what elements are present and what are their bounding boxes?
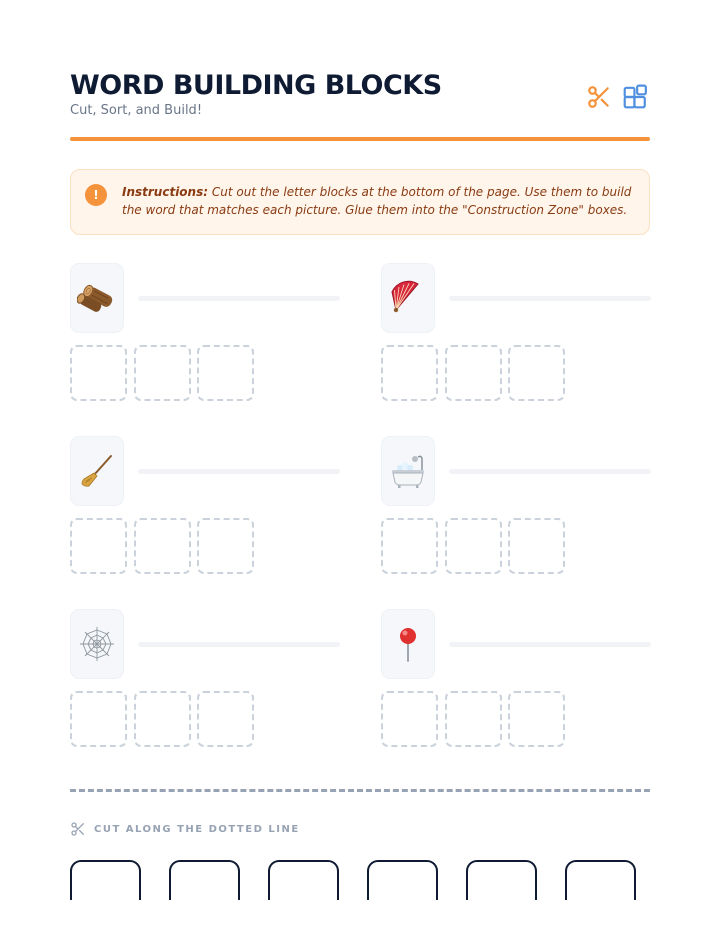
- cut-line: [70, 789, 650, 792]
- answer-line: [449, 642, 651, 647]
- word-card-log: [70, 263, 350, 403]
- alert-icon: !: [85, 184, 107, 206]
- letter-slot[interactable]: [197, 345, 254, 401]
- picture-frame: [70, 263, 124, 333]
- letter-slot[interactable]: [70, 518, 127, 574]
- letter-slot[interactable]: [445, 518, 502, 574]
- web-icon: [77, 624, 117, 664]
- pin-icon: [388, 624, 428, 664]
- letter-slot[interactable]: [381, 518, 438, 574]
- answer-line: [138, 642, 340, 647]
- word-card-pin: [381, 609, 661, 749]
- cut-instruction: [70, 820, 300, 838]
- header-rule: [70, 137, 650, 141]
- letter-tile[interactable]: [169, 860, 240, 900]
- instructions-box: [70, 169, 650, 235]
- picture-frame: [381, 609, 435, 679]
- letter-slot[interactable]: [381, 345, 438, 401]
- scissors-icon: [586, 84, 612, 110]
- letter-tile[interactable]: [466, 860, 537, 900]
- letter-slot[interactable]: [197, 691, 254, 747]
- header-icons: [586, 84, 650, 112]
- word-card-web: [70, 609, 350, 749]
- letter-tile[interactable]: [268, 860, 339, 900]
- letter-slot[interactable]: [508, 691, 565, 747]
- answer-line: [138, 469, 340, 474]
- letter-tile[interactable]: [367, 860, 438, 900]
- letter-slot[interactable]: [508, 518, 565, 574]
- instructions-label: Instructions:: [122, 185, 209, 199]
- tub-icon: [388, 451, 428, 491]
- instructions-body: Cut out the letter blocks at the bottom of the page. Use them to build the word that matches each picture. Glue them into the "Construction Zone" boxes.: [122, 185, 632, 217]
- letter-slot[interactable]: [445, 691, 502, 747]
- letter-slot[interactable]: [134, 691, 191, 747]
- letter-slot[interactable]: [508, 345, 565, 401]
- picture-frame: [381, 263, 435, 333]
- word-card-tub: [381, 436, 661, 576]
- broom-icon: [77, 451, 117, 491]
- letter-slot[interactable]: [197, 518, 254, 574]
- cut-label: CUT ALONG THE DOTTED LINE: [94, 823, 300, 835]
- letter-tile[interactable]: [70, 860, 141, 900]
- page-title: WORD BUILDING BLOCKS: [70, 70, 442, 101]
- letter-tile[interactable]: [565, 860, 636, 900]
- word-card-broom: [70, 436, 350, 576]
- instructions-text: [122, 183, 642, 219]
- letter-slot[interactable]: [70, 691, 127, 747]
- letter-slot[interactable]: [381, 691, 438, 747]
- answer-line: [138, 296, 340, 301]
- letter-slot[interactable]: [70, 345, 127, 401]
- scissors-icon: [70, 821, 86, 837]
- word-card-fan: [381, 263, 661, 403]
- picture-frame: [70, 436, 124, 506]
- picture-frame: [70, 609, 124, 679]
- letter-slot[interactable]: [445, 345, 502, 401]
- letter-slot[interactable]: [134, 345, 191, 401]
- log-icon: [77, 278, 117, 318]
- page-subtitle: Cut, Sort, and Build!: [70, 103, 203, 118]
- letter-slot[interactable]: [134, 518, 191, 574]
- fan-icon: [388, 278, 428, 318]
- answer-line: [449, 469, 651, 474]
- answer-line: [449, 296, 651, 301]
- picture-frame: [381, 436, 435, 506]
- blocks-icon: [622, 84, 648, 110]
